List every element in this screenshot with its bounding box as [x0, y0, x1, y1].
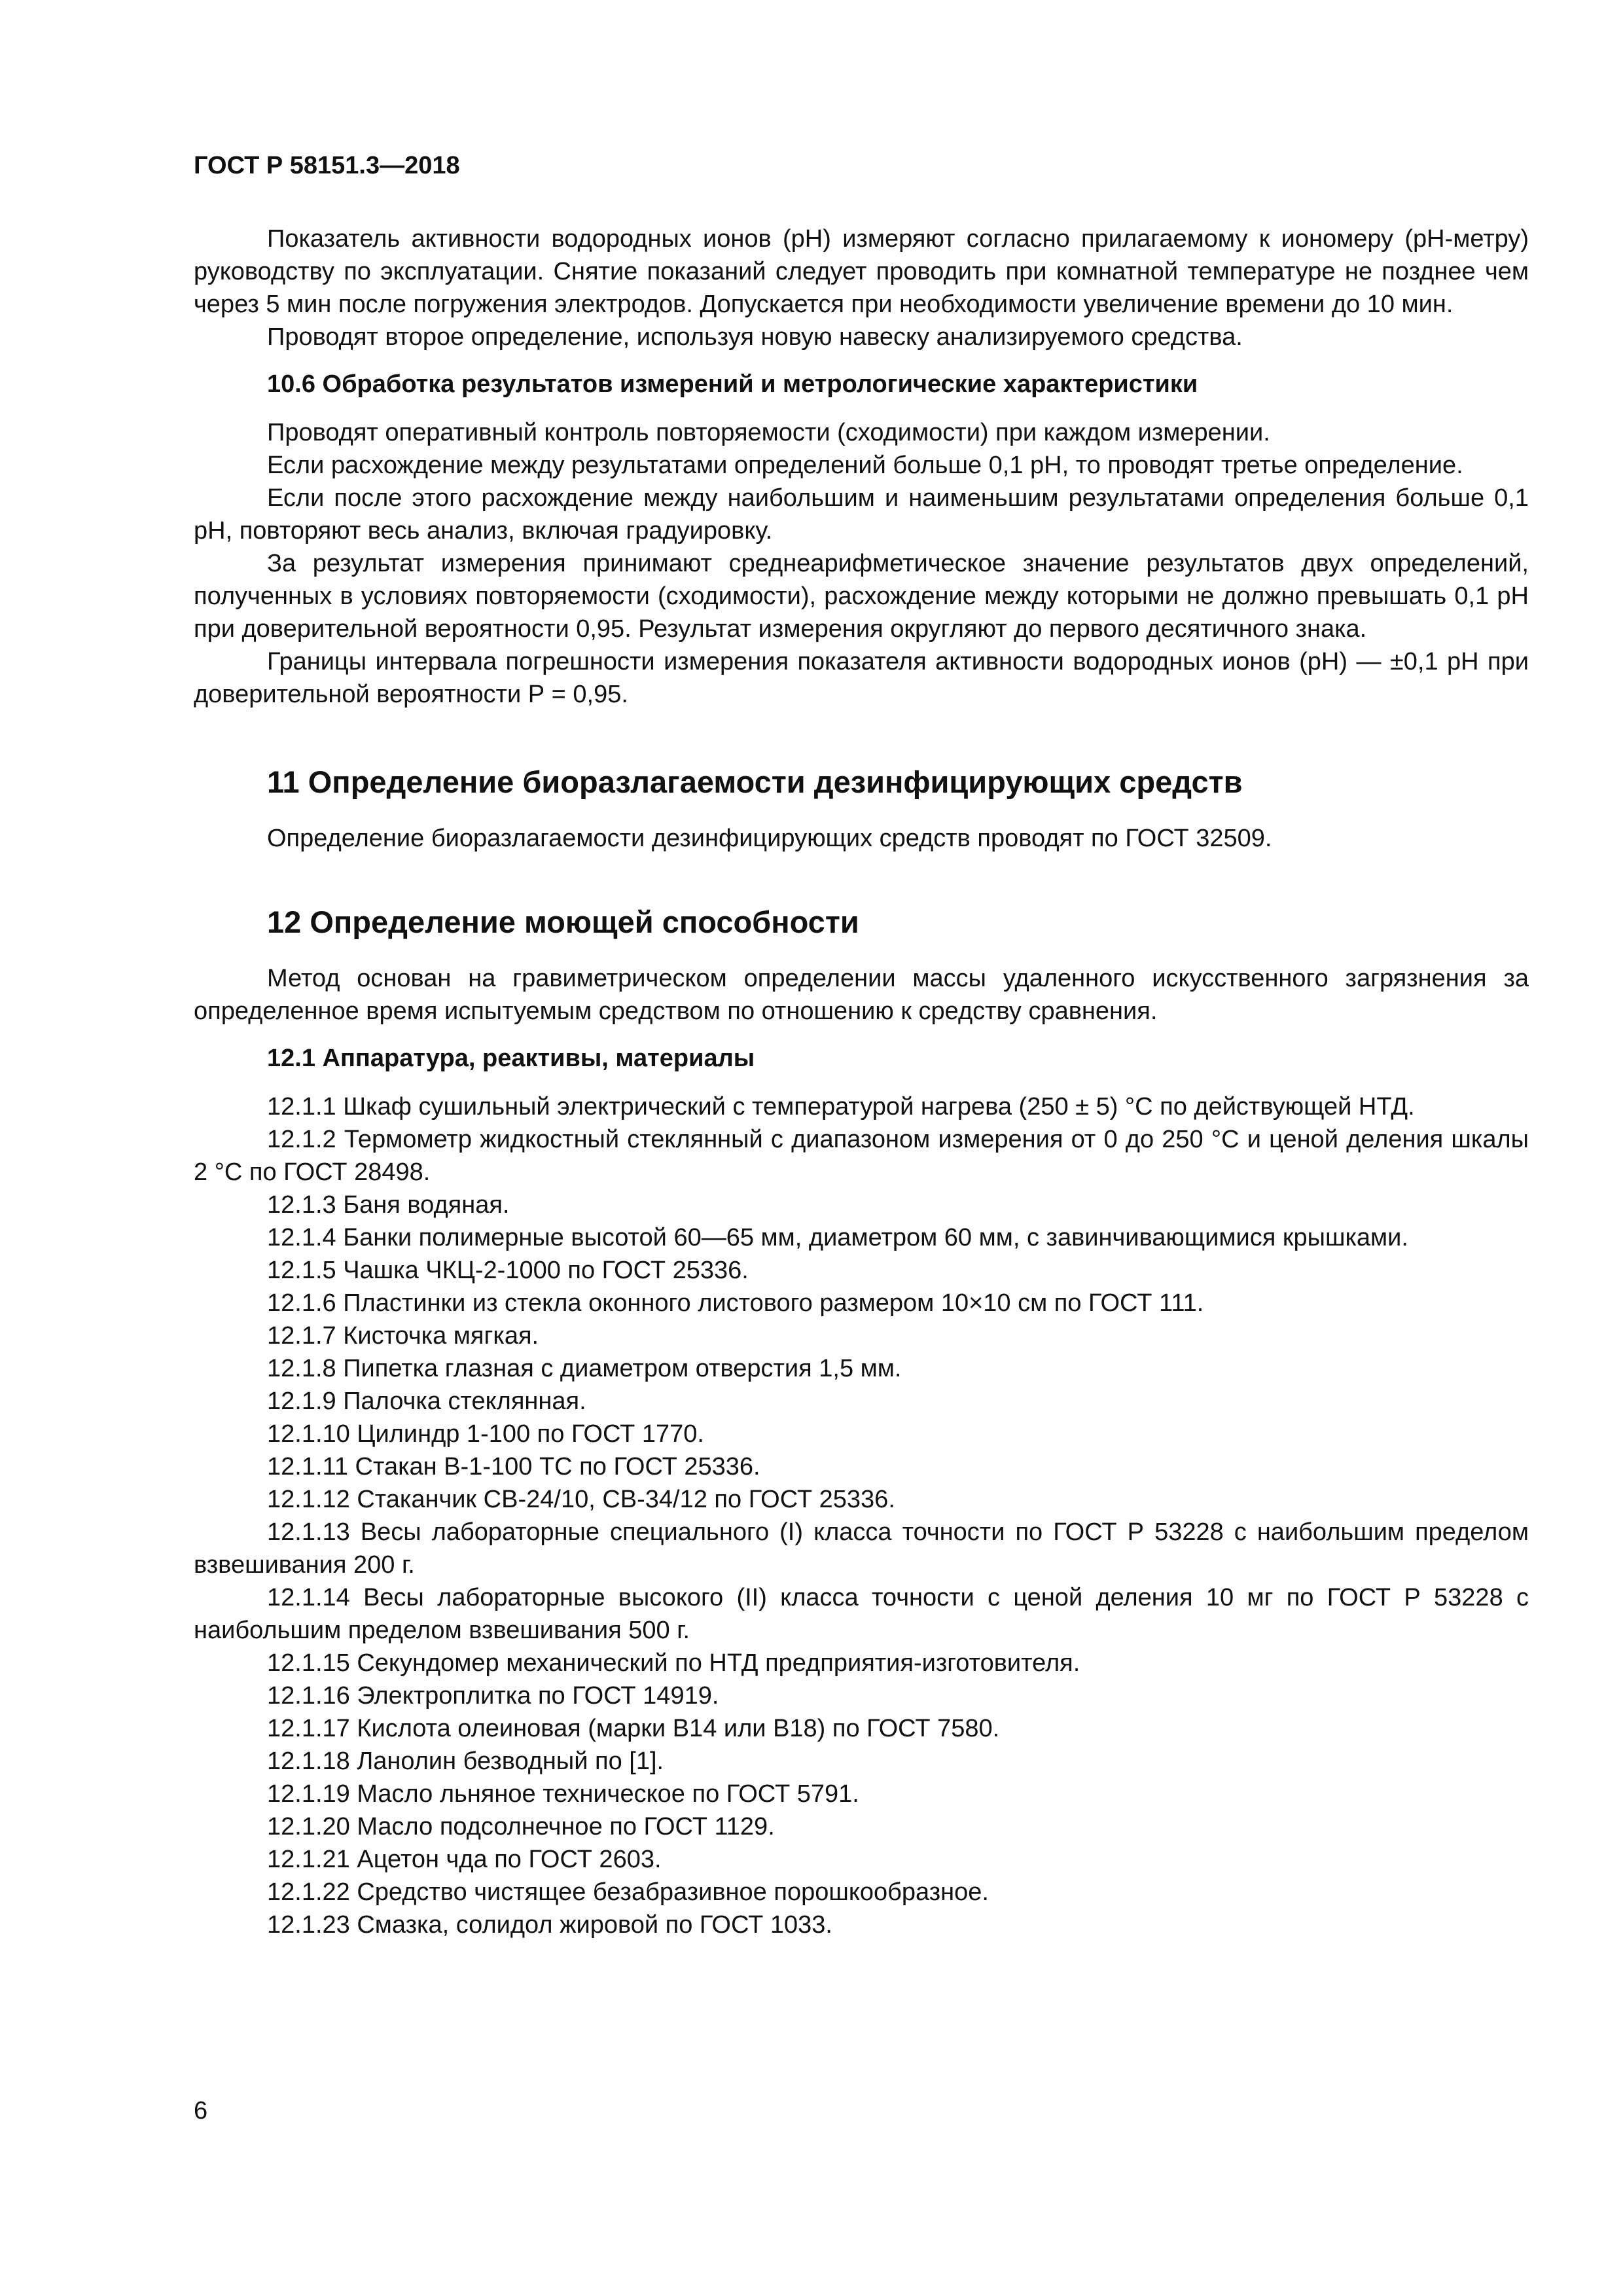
body-paragraph: За результат измерения принимают среднеарифметическое значение результатов двух определений, полученных в условиях повторяемости (сходимости), расхождение между которыми не должно превышать 0,1 pH при доверительной вероятности 0,95. Результат измерения округляют до первого десятичного знака. [194, 550, 1529, 643]
list-item: 12.1.10 Цилиндр 1-100 по ГОСТ 1770. [267, 1420, 704, 1448]
list-item: 12.1.20 Масло подсолнечное по ГОСТ 1129. [267, 1813, 775, 1840]
list-item: 12.1.6 Пластинки из стекла оконного листового размером 10×10 см по ГОСТ 111. [267, 1289, 1204, 1317]
list-item: 12.1.15 Секундомер механический по НТД предприятия-изготовителя. [267, 1649, 1080, 1677]
intro-paragraph: Проводят второе определение, используя новую навеску анализируемого средства. [267, 323, 1243, 351]
list-item: 12.1.19 Масло льняное техническое по ГОСТ 5791. [267, 1780, 859, 1808]
list-item: 12.1.5 Чашка ЧКЦ-2-1000 по ГОСТ 25336. [267, 1257, 749, 1284]
body-paragraph: Границы интервала погрешности измерения показателя активности водородных ионов (pH) — ±0,1 pH при доверительной вероятности Р = 0,95. [194, 648, 1529, 708]
list-item: 12.1.22 Средство чистящее безабразивное порошкообразное. [267, 1878, 989, 1906]
subsection-title-10-6: 10.6 Обработка результатов измерений и метрологические характеристики [267, 370, 1198, 398]
list-item: 12.1.1 Шкаф сушильный электрический с температурой нагрева (250 ± 5) °С по действующей НТД. [267, 1093, 1415, 1121]
document-code-header: ГОСТ Р 58151.3—2018 [194, 152, 460, 179]
list-item: 12.1.23 Смазка, солидол жировой по ГОСТ 1033. [267, 1911, 832, 1939]
list-item: 12.1.3 Баня водяная. [267, 1191, 510, 1219]
list-item: 12.1.2 Термометр жидкостный стеклянный с диапазоном измерения от 0 до 250 °С и ценой деления шкалы 2 °С по ГОСТ 28498. [194, 1126, 1529, 1186]
section-title-12: 12 Определение моющей способности [267, 905, 859, 939]
list-item: 12.1.9 Палочка стеклянная. [267, 1388, 586, 1415]
list-item: 12.1.13 Весы лабораторные специального (I) класса точности по ГОСТ Р 53228 с наибольшим пределом взвешивания 200 г. [194, 1518, 1529, 1579]
list-item: 12.1.14 Весы лабораторные высокого (II) класса точности с ценой деления 10 мг по ГОСТ Р 53228 с наибольшим пределом взвешивания 500 г. [194, 1584, 1529, 1644]
list-item: 12.1.12 Стаканчик СВ-24/10, СВ-34/12 по ГОСТ 25336. [267, 1486, 895, 1513]
list-item: 12.1.11 Стакан В-1-100 ТС по ГОСТ 25336. [267, 1453, 760, 1480]
subsection-title-12-1: 12.1 Аппаратура, реактивы, материалы [267, 1045, 755, 1072]
list-item: 12.1.18 Ланолин безводный по [1]. [267, 1748, 664, 1775]
equipment-list [194, 1090, 1529, 1941]
list-item: 12.1.17 Кислота олеиновая (марки В14 или В18) по ГОСТ 7580. [267, 1715, 1000, 1742]
intro-paragraph: Показатель активности водородных ионов (pH) измеряют согласно прилагаемому к иономеру (pH-метру) руководству по эксплуатации. Снятие показаний следует проводить при комнатной температуре не позднее чем через 5 мин после погружения электродов. Допускается при необходимости увеличение времени до 10 мин. [194, 225, 1529, 318]
document-page [194, 149, 1529, 1941]
body-paragraph: Если расхождение между результатами определений больше 0,1 pH, то проводят третье определение. [267, 452, 1463, 479]
list-item: 12.1.8 Пипетка глазная с диаметром отверстия 1,5 мм. [267, 1355, 902, 1382]
list-item: 12.1.7 Кисточка мягкая. [267, 1322, 539, 1350]
body-paragraph: Определение биоразлагаемости дезинфицирующих средств проводят по ГОСТ 32509. [267, 825, 1272, 852]
list-item: 12.1.4 Банки полимерные высотой 60—65 мм, диаметром 60 мм, с завинчивающимися крышками. [267, 1224, 1408, 1251]
list-item: 12.1.16 Электроплитка по ГОСТ 14919. [267, 1682, 719, 1710]
body-paragraph: Проводят оперативный контроль повторяемости (сходимости) при каждом измерении. [267, 419, 1270, 446]
list-item: 12.1.21 Ацетон чда по ГОСТ 2603. [267, 1846, 662, 1873]
body-paragraph: Если после этого расхождение между наибольшим и наименьшим результатами определения больше 0,1 pH, повторяют весь анализ, включая градуировку. [194, 484, 1529, 545]
page-number: 6 [194, 2097, 208, 2125]
body-paragraph: Метод основан на гравиметрическом определении массы удаленного искусственного загрязнения за определенное время испытуемым средством по отношению к средству сравнения. [194, 965, 1529, 1025]
section-title-11: 11 Определение биоразлагаемости дезинфицирующих средств [267, 764, 1243, 799]
